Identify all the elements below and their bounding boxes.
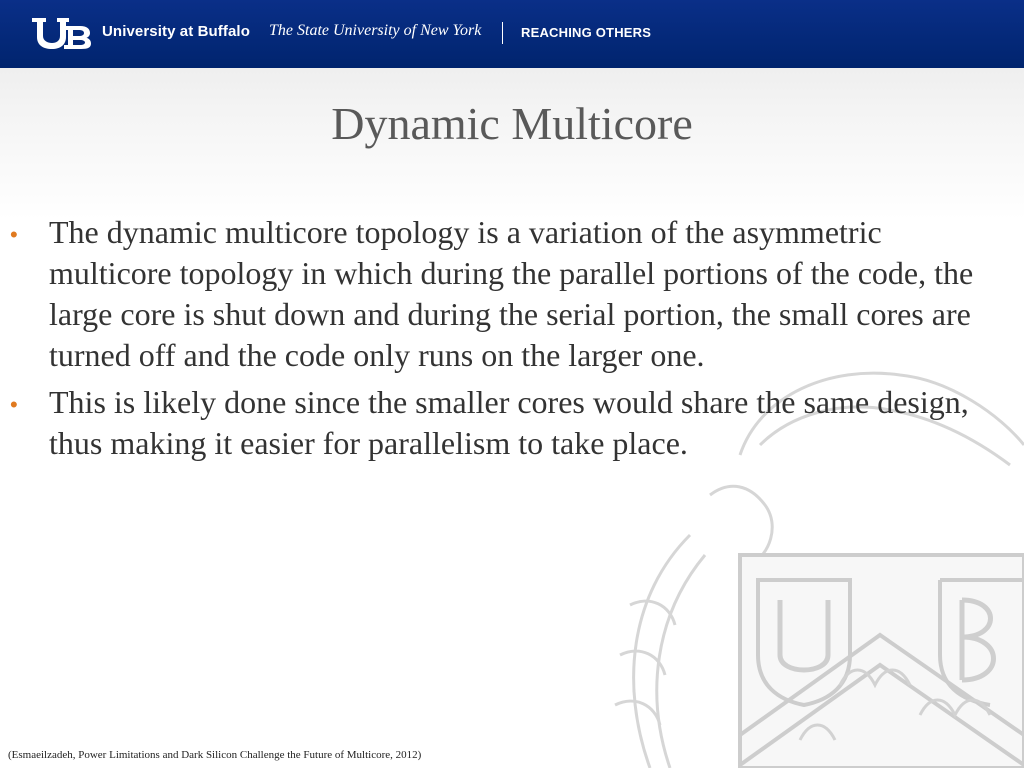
bullet-text: This is likely done since the smaller cores would share the same design, thus making it easier for parallelism to take place. <box>49 384 969 461</box>
university-name: University at Buffalo <box>102 23 250 40</box>
bullet-list <box>0 212 1024 470</box>
citation: (Esmaeilzadeh, Power Limitations and Dark Silicon Challenge the Future of Multicore, 2012) <box>8 749 422 761</box>
header-banner <box>0 0 1024 68</box>
bullet-item <box>0 212 1024 376</box>
slide-title: Dynamic Multicore <box>331 98 693 149</box>
suny-name: The State University of New York <box>269 22 482 39</box>
ub-logo-icon <box>30 16 92 50</box>
banner-divider <box>502 22 503 44</box>
banner-tagline: REACHING OTHERS <box>521 25 652 40</box>
bullet-text: The dynamic multicore topology is a variation of the asymmetric multicore topology in which during the parallel portions of the code, the large core is shut down and during the serial portion, the small cores are turned off and the code only runs on the larger one. <box>49 214 974 373</box>
bullet-marker: • <box>10 222 18 247</box>
bullet-marker: • <box>10 392 18 417</box>
bullet-item <box>0 382 1024 464</box>
